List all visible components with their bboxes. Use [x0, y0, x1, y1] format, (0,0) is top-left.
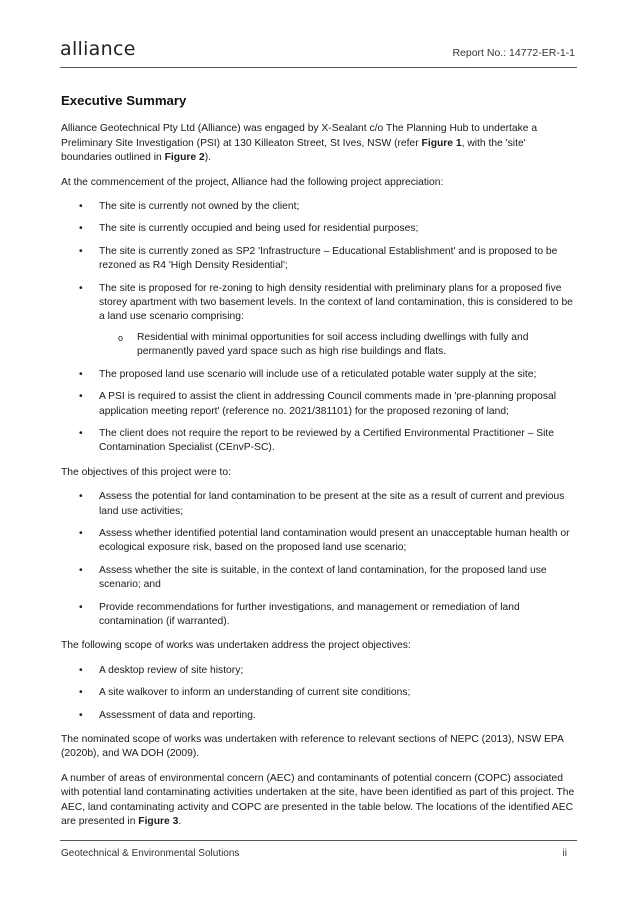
report-number: Report No.: 14772-ER-1-1: [452, 47, 575, 59]
list-item: • The site is proposed for re-zoning to high density residential with preliminary plans for a proposed five storey apartment with two basement levels. In the context of land contamination, this is considered to be a land use scenario comprising: o Residential with minimal opportunities for soil access including dwellings with fully and permanently paved yard space such as high rise buildings and flats.: [61, 282, 579, 360]
sub-list-item: o Residential with minimal opportunities for soil access including dwellings with fully and permanently paved yard space such as high rise buildings and flats.: [99, 331, 579, 360]
list-item: • The site is currently zoned as SP2 'Infrastructure – Educational Establishment' and is proposed to be rezoned as R4 'High Density Residential';: [61, 245, 579, 274]
appreciation-sub-list: [99, 331, 579, 360]
list-item: • Assess the potential for land contamination to be present at the site as a result of current and previous land use activities;: [61, 490, 579, 519]
appreciation-lead: At the commencement of the project, Alliance had the following project appreciation:: [61, 176, 444, 188]
scope-lead: The following scope of works was undertaken address the project objectives:: [61, 640, 411, 652]
objectives-list: [61, 490, 579, 629]
list-item: • A PSI is required to assist the client in addressing Council comments made in 'pre-planning proposal application meeting report' (reference no. 2021/381101) for the proposed rezoning of land;: [61, 390, 579, 419]
nominated-scope-paragraph: The nominated scope of works was undertaken with reference to relevant sections of NEPC (2013), NSW EPA (2020b), and WA DOH (2009).: [61, 734, 564, 760]
list-item: • A desktop review of site history;: [61, 664, 579, 678]
list-item: • Assess whether identified potential land contamination would present an unacceptable human health or ecological exposure risk, based on the proposed land use scenario;: [61, 527, 579, 556]
list-item: • Assessment of data and reporting.: [61, 709, 579, 723]
list-item: • The site is currently occupied and being used for residential purposes;: [61, 222, 579, 236]
header-divider: [60, 67, 577, 68]
objectives-lead: The objectives of this project were to:: [61, 466, 231, 478]
list-item: • The site is currently not owned by the client;: [61, 200, 579, 214]
page-number: ii: [562, 848, 567, 859]
footer-divider: [60, 840, 577, 841]
list-item: • The proposed land use scenario will include use of a reticulated potable water supply at the site;: [61, 368, 579, 382]
intro-paragraph: Alliance Geotechnical Pty Ltd (Alliance) was engaged by X-Sealant c/o The Planning Hub to undertake a Preliminary Site Investigation (PSI) at 130 Killeaton Street, St Ives, NSW (refer Figure 1, with the 'site' boundaries outlined in Figure 2).: [61, 123, 538, 164]
list-item: • Provide recommendations for further investigations, and management or remediation of land contamination (if warranted).: [61, 601, 579, 630]
figure-2-ref: Figure 2: [164, 152, 205, 164]
list-item: • A site walkover to inform an understanding of current site conditions;: [61, 686, 579, 700]
figure-3-ref: Figure 3: [138, 816, 179, 828]
list-item: • Assess whether the site is suitable, in the context of land contamination, for the proposed land use scenario; and: [61, 564, 579, 593]
footer-tagline: Geotechnical & Environmental Solutions: [61, 848, 240, 859]
list-item: • The client does not require the report to be reviewed by a Certified Environmental Practitioner – Site Contamination Specialist (CEnvP-SC).: [61, 427, 579, 456]
section-title: Executive Summary: [61, 93, 187, 108]
appreciation-list: [61, 200, 579, 456]
company-logo: alliance: [60, 38, 136, 60]
figure-1-ref: Figure 1: [421, 137, 462, 149]
scope-list: [61, 664, 579, 723]
page-body: [61, 94, 579, 839]
aec-paragraph: A number of areas of environmental concern (AEC) and contaminants of potential concern (COPC) associated with potential land contaminating activities undertaken at the site, have been identified as part of this project. The AEC, land contaminating activity and COPC are presented in the table below. The locations of the identified AEC are presented in Figure 3.: [61, 772, 575, 828]
